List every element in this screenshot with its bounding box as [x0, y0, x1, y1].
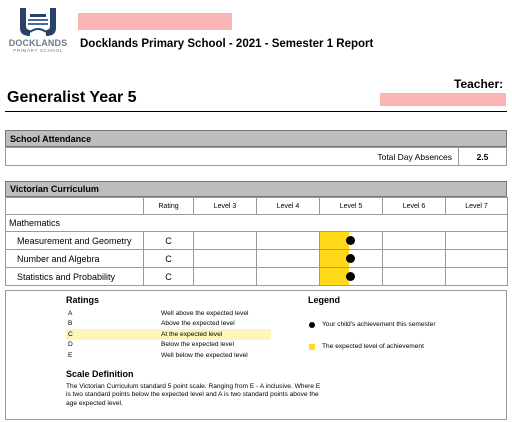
- teacher-label: Teacher:: [454, 77, 504, 91]
- rating-description: Well below the expected level: [161, 351, 248, 359]
- header-level-5: Level 5: [320, 198, 383, 215]
- header-level-7: Level 7: [446, 198, 508, 215]
- logo-subtext: PRIMARY SCHOOL: [13, 48, 63, 53]
- scale-definition: The Victorian Curriculum standard 5 point scale. Ranging from E - A inclusive. Where E is two standard points below the expected level and A is two standard points above the age expected level.: [66, 383, 321, 407]
- list-item: [66, 350, 271, 361]
- report-title: Docklands Primary School - 2021 - Semester 1 Report: [80, 38, 374, 50]
- table-row: [6, 232, 508, 250]
- table-row: [6, 268, 508, 286]
- rating-description: Above the expected level: [161, 320, 235, 328]
- achievement-dot: [346, 272, 355, 281]
- legend-square-item: [309, 343, 424, 350]
- redacted-teacher-name: [380, 93, 506, 106]
- strand-name: Number and Algebra: [6, 250, 144, 268]
- class-title: Generalist Year 5: [7, 89, 137, 106]
- achievement-dot: [346, 254, 355, 263]
- header-level-3: Level 3: [194, 198, 257, 215]
- strand-rating: C: [144, 232, 194, 250]
- curriculum-table: [5, 197, 508, 286]
- absences-value: 2.5: [459, 148, 507, 166]
- list-item: [66, 308, 271, 319]
- expected-level-marker: [320, 250, 349, 267]
- strand-name: Measurement and Geometry: [6, 232, 144, 250]
- strand-rating: C: [144, 250, 194, 268]
- legend-title: Legend: [308, 295, 341, 305]
- expected-level-marker: [320, 268, 349, 285]
- level-header-row: [6, 198, 508, 215]
- key-panel: [5, 290, 507, 420]
- rating-letter: C: [68, 330, 73, 338]
- attendance-section-header: School Attendance: [5, 130, 507, 147]
- rating-letter: A: [68, 309, 73, 317]
- scale-title: Scale Definition: [66, 369, 134, 379]
- achievement-dot-icon: [309, 322, 315, 328]
- strand-rating: C: [144, 268, 194, 286]
- rating-description: Below the expected level: [161, 341, 234, 349]
- list-item: [66, 319, 271, 330]
- expected-level-square-icon: [309, 344, 315, 350]
- achievement-dot: [346, 236, 355, 245]
- curriculum-section-header: Victorian Curriculum: [5, 181, 507, 197]
- logo-mark-icon: [6, 6, 70, 38]
- rating-letter: B: [68, 320, 73, 328]
- rating-description: Well above the expected level: [161, 309, 249, 317]
- list-item-highlighted: [66, 329, 271, 340]
- header-level-4: Level 4: [257, 198, 320, 215]
- absences-label: Total Day Absences: [6, 148, 459, 166]
- list-item: [66, 340, 271, 351]
- header-level-6: Level 6: [383, 198, 446, 215]
- ratings-list: [66, 308, 271, 361]
- strand-name: Statistics and Probability: [6, 268, 144, 286]
- header-blank: [6, 198, 144, 215]
- expected-level-marker: [320, 232, 349, 249]
- legend-dot-item: [309, 321, 436, 328]
- rating-description: At the expected level: [161, 330, 223, 338]
- legend-square-label: The expected level of achievement: [322, 343, 424, 350]
- logo-wordmark: DOCKLANDS: [8, 38, 68, 48]
- ratings-title: Ratings: [66, 295, 100, 305]
- legend-dot-label: Your child's achievement this semester: [322, 321, 436, 328]
- rating-letter: D: [68, 341, 73, 349]
- attendance-table: [5, 147, 507, 166]
- header-divider: [5, 111, 507, 112]
- school-logo: [6, 6, 70, 60]
- subject-heading: Mathematics: [6, 215, 508, 232]
- subject-heading-row: [6, 215, 508, 232]
- header-rating: Rating: [144, 198, 194, 215]
- rating-letter: E: [68, 351, 73, 359]
- table-row: [6, 250, 508, 268]
- redacted-name: [78, 13, 232, 30]
